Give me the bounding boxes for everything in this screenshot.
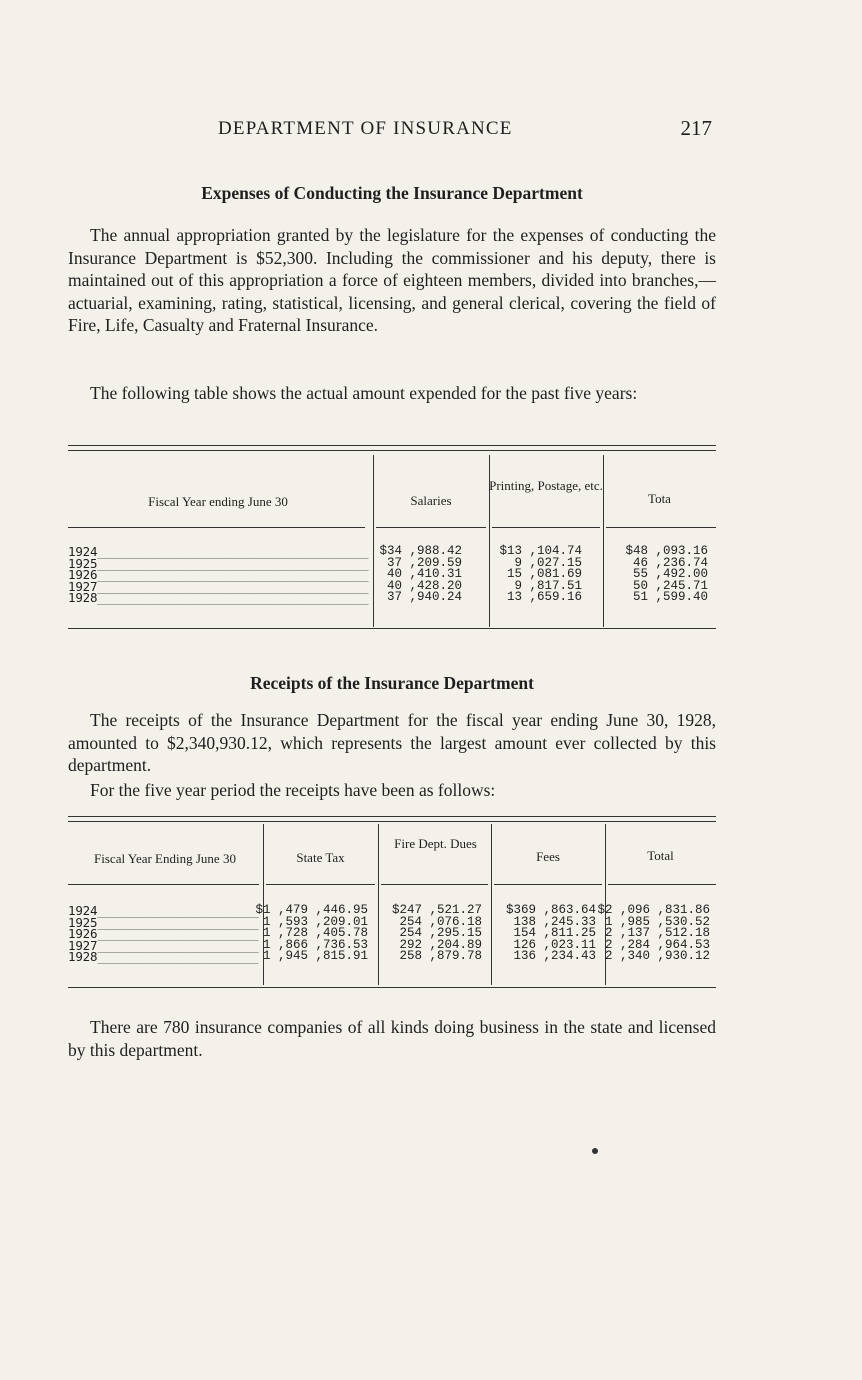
column-header-salaries: Salaries xyxy=(410,493,452,508)
receipts-heading: Receipts of the Insurance Department xyxy=(250,673,534,693)
leader-dots: _____________________________________ xyxy=(97,590,369,605)
header-underline xyxy=(266,884,375,885)
table-cell: 1 ,985 ,530.52 xyxy=(604,914,710,929)
page-number: 217 xyxy=(680,116,712,140)
column-divider xyxy=(603,455,604,627)
row-year-label: 1927 xyxy=(68,578,98,594)
leader-dots: _____________________________________ xyxy=(97,567,369,582)
column-header-printing: Printing, Postage, etc. xyxy=(489,478,603,493)
table-cell: 254 ,295.15 xyxy=(399,926,482,940)
table-cell: 40 ,428.20 xyxy=(386,578,462,593)
table-cell: 1 ,866 ,736.53 xyxy=(262,937,368,952)
column-header-fire-dept-dues: Fire Dept. Dues xyxy=(394,836,477,851)
row-year-label: 1925 xyxy=(68,914,98,930)
column-header-fees: Fees xyxy=(536,849,560,864)
table-cell: $2 ,096 ,831.86 xyxy=(597,903,710,917)
header-underline xyxy=(494,884,602,885)
row-year-label: 1926 xyxy=(68,926,98,941)
expenses-table xyxy=(68,445,716,633)
table-top-rule xyxy=(68,445,716,451)
table-cell: 37 ,209.59 xyxy=(386,555,462,570)
column-divider xyxy=(378,824,379,985)
header-underline xyxy=(608,884,716,885)
leader-dots: ______________________ xyxy=(97,949,259,964)
table-cell: 2 ,284 ,964.53 xyxy=(604,937,710,952)
header-underline xyxy=(492,527,600,528)
table-cell: 154 ,811.25 xyxy=(513,926,596,940)
table-cell: $48 ,093.16 xyxy=(625,544,708,558)
column-header-state-tax: State Tax xyxy=(296,850,345,865)
table-cell: 51 ,599.40 xyxy=(632,590,708,604)
ink-mark xyxy=(592,1148,598,1154)
row-year-label: 1924 xyxy=(68,903,98,918)
table-bottom-rule xyxy=(68,987,716,988)
table-cell: 13 ,659.16 xyxy=(506,590,582,604)
column-divider xyxy=(373,455,374,627)
column-header-total: Total xyxy=(647,848,674,863)
table-cell: 9 ,027.15 xyxy=(514,555,582,570)
table-cell: 2 ,340 ,930.12 xyxy=(604,949,710,963)
row-year-label: 1927 xyxy=(68,937,98,953)
leader-dots: _____________________________________ xyxy=(97,578,369,594)
table-cell: 50 ,245.71 xyxy=(632,578,708,593)
row-year-label: 1925 xyxy=(68,555,98,571)
expenses-paragraph-1: The annual appropriation granted by the legislature for the expenses of conducting the Insurance Department is $52,300. Including the commissioner and his deputy, there is maintained out of this appropriation a force of eighteen members, divided into branches,—actuarial, examining, rating, statistical, licensing, and general clerical, covering the field of Fire, Life, Casualty and Fraternal Insurance. xyxy=(68,225,716,335)
table-cell: 138 ,245.33 xyxy=(513,914,596,929)
table-cell: 40 ,410.31 xyxy=(386,567,462,581)
table-cell: 1 ,945 ,815.91 xyxy=(262,949,368,963)
table-cell: 136 ,234.43 xyxy=(513,949,596,963)
table-cell: $1 ,479 ,446.95 xyxy=(255,903,368,917)
table-cell: 1 ,593 ,209.01 xyxy=(262,914,368,929)
table-cell: 2 ,137 ,512.18 xyxy=(604,926,710,940)
row-year-label: 1928 xyxy=(68,590,98,605)
column-header-fiscal-year: Fiscal Year ending June 30 xyxy=(148,494,288,509)
table-cell: $247 ,521.27 xyxy=(391,903,482,917)
table-cell: 9 ,817.51 xyxy=(514,578,582,593)
table-cell: $13 ,104.74 xyxy=(499,544,582,558)
leader-dots: ______________________ xyxy=(97,926,259,941)
table-cell: 258 ,879.78 xyxy=(399,949,482,963)
receipts-table xyxy=(68,816,716,992)
header-underline xyxy=(606,527,716,528)
leader-dots: ______________________ xyxy=(97,903,259,918)
leader-dots: ______________________ xyxy=(97,914,259,930)
table-cell: $34 ,988.42 xyxy=(379,544,462,558)
table-top-rule xyxy=(68,816,716,822)
leader-dots: _____________________________________ xyxy=(97,544,369,559)
table-bottom-rule xyxy=(68,628,716,629)
table-cell: 1 ,728 ,405.78 xyxy=(262,926,368,940)
receipts-paragraph-1: The receipts of the Insurance Department for the fiscal year ending June 30, 1928, amounted to $2,340,930.12, which represents the largest amount ever collected by this department. xyxy=(68,710,716,775)
table-row-year xyxy=(68,951,258,963)
column-header-fiscal-year: Fiscal Year Ending June 30 xyxy=(94,851,236,866)
row-year-label: 1926 xyxy=(68,567,98,582)
row-year-label: 1928 xyxy=(68,949,98,964)
table-cell: 15 ,081.69 xyxy=(506,567,582,581)
leader-dots: ______________________ xyxy=(97,937,259,953)
header-underline xyxy=(376,527,486,528)
table-cell: 292 ,204.89 xyxy=(399,937,482,952)
expenses-paragraph-2: The following table shows the actual amount expended for the past five years: xyxy=(90,383,638,403)
column-header-total: Tota xyxy=(648,491,671,506)
running-title: DEPARTMENT OF INSURANCE xyxy=(218,118,513,139)
receipts-paragraph-2: For the five year period the receipts have been as follows: xyxy=(90,780,496,800)
running-head xyxy=(68,116,716,142)
row-year-label: 1924 xyxy=(68,544,98,559)
column-divider xyxy=(491,824,492,985)
header-underline xyxy=(68,527,365,528)
header-underline xyxy=(68,884,259,885)
leader-dots: _____________________________________ xyxy=(97,555,369,571)
table-cell: 46 ,236.74 xyxy=(632,555,708,570)
table-cell: 55 ,492.00 xyxy=(632,567,708,581)
table-row-year xyxy=(68,592,368,604)
table-cell: $369 ,863.64 xyxy=(505,903,596,917)
table-cell: 126 ,023.11 xyxy=(513,937,596,952)
closing-paragraph: There are 780 insurance companies of all kinds doing business in the state and licensed by this department. xyxy=(68,1017,716,1060)
header-underline xyxy=(381,884,488,885)
expenses-heading: Expenses of Conducting the Insurance Department xyxy=(201,183,583,203)
table-cell: 37 ,940.24 xyxy=(386,590,462,604)
table-cell: 254 ,076.18 xyxy=(399,914,482,929)
